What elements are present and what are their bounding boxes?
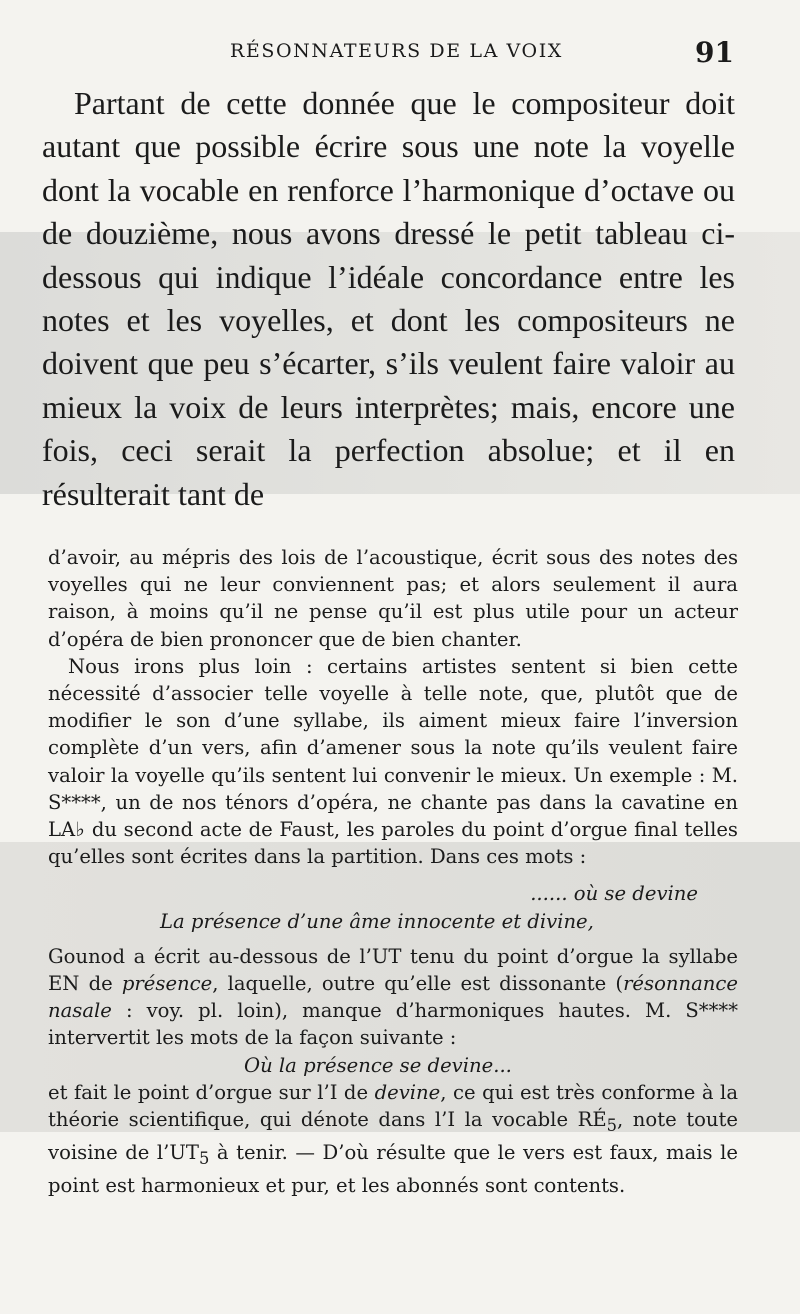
page-number: 91: [695, 36, 734, 69]
large-paragraph: Partant de cette donnée que le compositeur doit autant que possible écrire sous une note la voyelle dont la vocable en renforce l’harmonique d’octave ou de douzième, nous avons dressé le petit tableau ci-dessous qui indique l’idéale concordance entre les notes et les voyelles, et dont les compositeurs ne doivent que peu s’écarter, s’ils veulent faire valoir au mieux la voix de leurs interprètes; mais, encore une fois, ceci serait la perfection absolue; et il en résulterait tant de: [42, 85, 735, 512]
large-print-section: [42, 82, 735, 516]
paragraph-example: Nous irons plus loin : certains artistes sentent si bien cette nécessité d’associer telle voyelle à telle note, que, plutôt que de modifier le son d’une syllabe, ils aiment mieux faire l’inversion complète d’un vers, afin d’amener sous la note qu’ils veulent faire valoir la voyelle qu’ils sentent lui convenir le mieux. Un exemple : M. S****, un de nos ténors d’opéra, ne chante pas dans la cavatine en LA♭ du second acte de Faust, les paroles du point d’orgue final telles qu’elles sont écrites dans la partition. Dans ces mots :: [48, 654, 738, 869]
text-run: à tenir. — D’où résulte que le vers est faux, mais le point est harmonieux et pur, et les abonnés sont contents.: [48, 1141, 739, 1198]
emphasis-presence: présence: [121, 972, 213, 996]
text-run: , ce qui est très conforme à la théorie scientifique, qui dénote dans l’I la vocable RÉ: [48, 1080, 738, 1132]
text-run: Gounod a écrit au-dessous de l’UT tenu du point d’orgue la syllabe EN de: [48, 944, 738, 996]
paragraph-continuation: d’avoir, au mépris des lois de l’acoustique, écrit sous des notes des voyelles qui ne leur conviennent pas; et alors seulement il aura raison, à moins qu’il ne pense qu’il est plus utile pour un acteur d’opéra de bien prononcer que de bien chanter.: [48, 546, 738, 651]
subscript-re: 5: [606, 1115, 618, 1135]
text-run: et fait le point d’orgue sur l’I de: [48, 1080, 375, 1104]
text-run: , note toute voisine de l’UT: [48, 1108, 738, 1165]
verse-line-2: La présence d’une âme innocente et divine,: [160, 909, 594, 933]
subscript-ut: 5: [198, 1149, 210, 1169]
small-print-section: [48, 544, 738, 1199]
running-title: RÉSONNATEURS DE LA VOIX: [230, 40, 563, 62]
verse-line-3: Où la présence se devine...: [244, 1053, 512, 1077]
emphasis-resonnance: résonnance nasale: [48, 972, 738, 1023]
page-header: [40, 36, 740, 76]
text-run: : voy. pl. loin), manque d’harmoniques hautes. M. S**** intervertit les mots de la façon suivante :: [48, 999, 738, 1050]
paragraph-conclusion: [48, 1079, 738, 1200]
text-run: , laquelle, outre qu’elle est dissonante (: [212, 972, 624, 996]
emphasis-devine: devine: [374, 1080, 441, 1104]
verse-line-1: ...... où se devine: [530, 882, 698, 906]
paragraph-gounod: [48, 943, 738, 1052]
